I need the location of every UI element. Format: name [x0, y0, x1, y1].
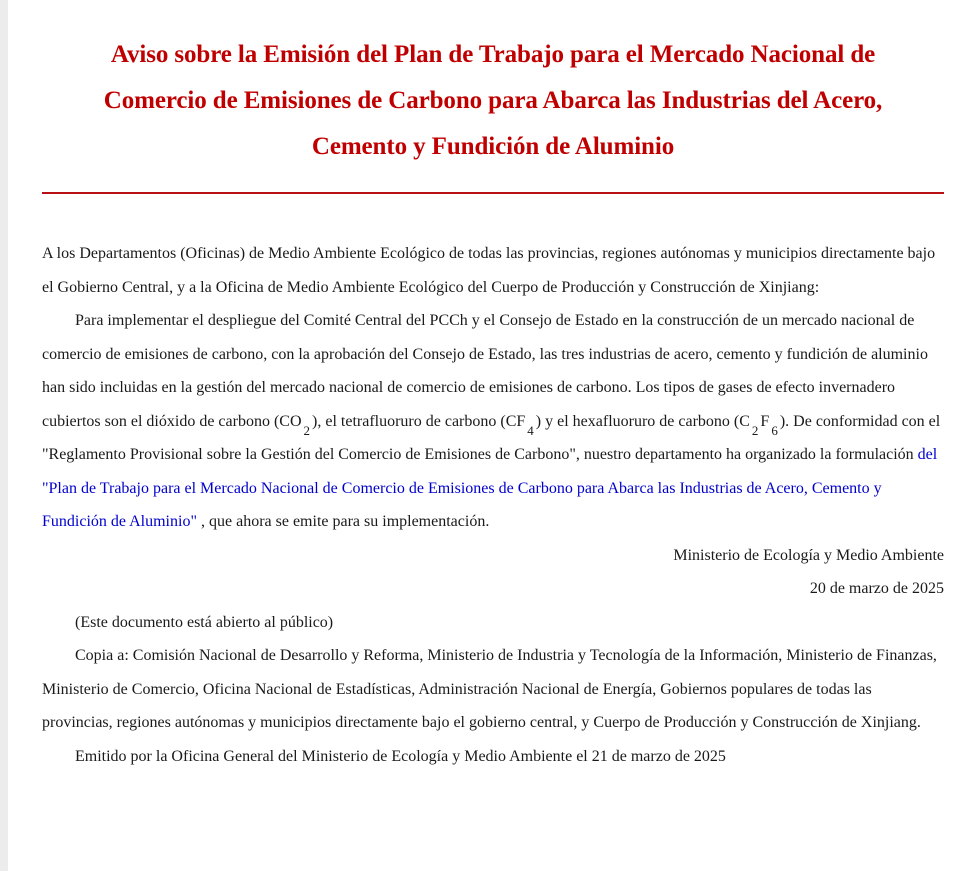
c2f6-carbon: C	[739, 412, 750, 430]
c2f6-formula	[739, 412, 780, 438]
main-paragraph-part-1: Para implementar el despliegue del Comité Central del PCCh y el Consejo de Estado en la construcción de un mercado nacional de comercio de emisiones de carbono, con la aprobación del Consejo de Estado, las tres industrias de acero, cemento y fundición de aluminio han sido incluidas en la gestión del mercado nacional de comercio de emisiones de carbono. Los tipos de gases de efecto invernadero cubiertos son el dióxido de carbono (	[42, 312, 928, 430]
left-margin-strip	[0, 0, 8, 871]
cf4-subscript: 4	[527, 422, 534, 438]
cf4-formula	[505, 412, 536, 438]
c2f6-carbon-subscript: 2	[751, 422, 759, 438]
co2-formula	[279, 412, 312, 438]
co2-subscript: 2	[303, 422, 311, 438]
main-paragraph-part-5: , que ahora se emite para su implementación.	[196, 513, 490, 530]
title-divider	[42, 192, 944, 194]
issued-by-line: Emitido por la Oficina General del Ministerio de Ecología y Medio Ambiente el 21 de marzo de 2025	[75, 747, 726, 765]
issuer-signature: Ministerio de Ecología y Medio Ambiente	[673, 546, 944, 564]
work-plan-link[interactable]: del "Plan de Trabajo para el Mercado Nacional de Comercio de Emisiones de Carbono para Abarca las Industrias de Acero, Cemento y Fundición de Aluminio"	[42, 446, 938, 530]
main-paragraph-part-3: ) y el hexafluoruro de carbono (	[535, 412, 740, 430]
document-title: Aviso sobre la Emisión del Plan de Trabajo para el Mercado Nacional de Comercio de Emisiones de Carbono para Abarca las Industrias del Acero, Cemento y Fundición de Aluminio	[103, 41, 883, 160]
document-page	[42, 0, 944, 773]
co2-base: CO	[279, 412, 302, 430]
document-body	[42, 237, 944, 773]
signature-date: 20 de marzo de 2025	[809, 580, 944, 597]
salutation: A los Departamentos (Oficinas) de Medio Ambiente Ecológico de todas las provincias, regiones autónomas y municipios directamente bajo el Gobierno Central, y a la Oficina de Medio Ambiente Ecológico del Cuerpo de Producción y Construcción de Xinjiang:	[42, 245, 936, 296]
cf4-base: CF	[505, 412, 526, 430]
main-paragraph-part-2: ), el tetrafluoruro de carbono (	[312, 412, 506, 430]
main-paragraph-part-4: ). De conformidad con el "Reglamento Provisional sobre la Gestión del Comercio de Emisiones de Carbono", nuestro departamento ha organizado la formulación	[42, 412, 941, 463]
c2f6-fluorine-subscript: 6	[771, 422, 778, 438]
c2f6-fluorine: F	[760, 412, 770, 430]
main-paragraph	[42, 304, 944, 539]
copy-to-list: Copia a: Comisión Nacional de Desarrollo y Reforma, Ministerio de Industria y Tecnología de la Información, Ministerio de Finanzas, Ministerio de Comercio, Oficina Nacional de Estadísticas, Administración Nacional de Energía, Gobiernos populares de todas las provincias, regiones autónomas y municipios directamente bajo el gobierno central, y Cuerpo de Producción y Construcción de Xinjiang.	[42, 647, 937, 731]
public-note: (Este documento está abierto al público)	[75, 613, 334, 631]
